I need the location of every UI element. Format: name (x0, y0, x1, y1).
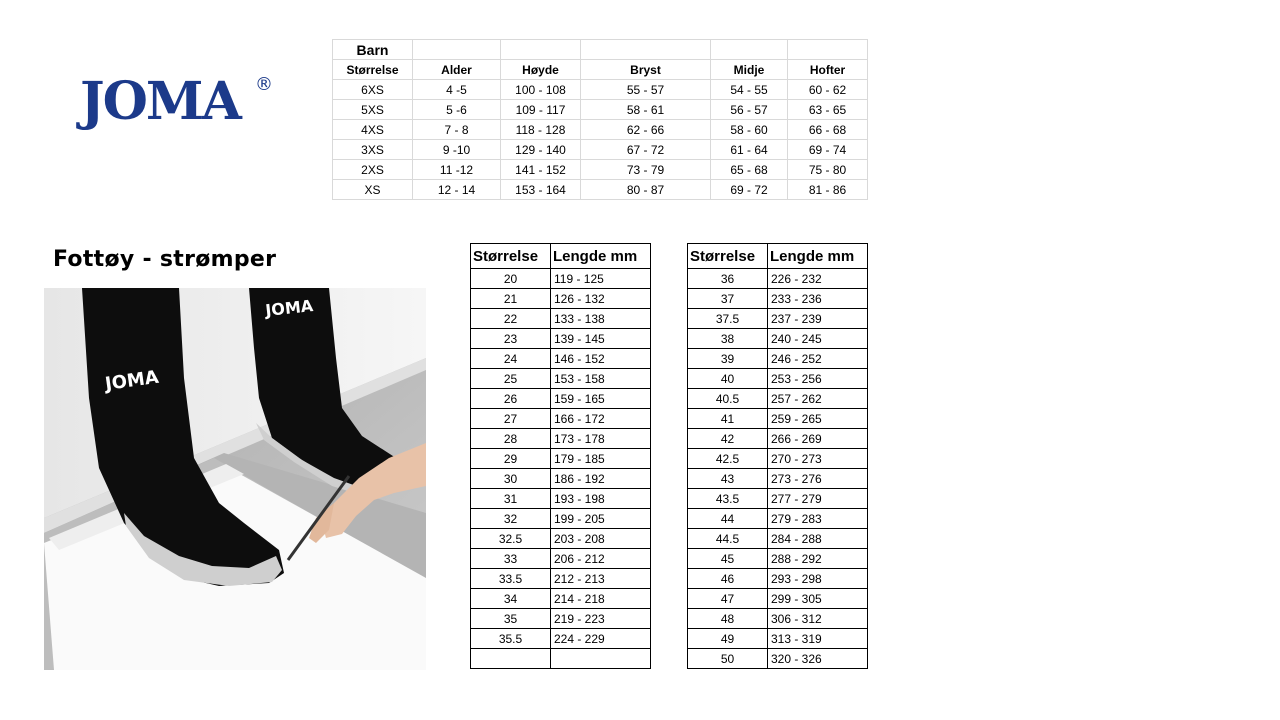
table-cell: 81 - 86 (788, 180, 868, 200)
size-cell: 37.5 (688, 309, 768, 329)
length-cell: 166 - 172 (551, 409, 651, 429)
size-cell: 33.5 (471, 569, 551, 589)
size-cell: 20 (471, 269, 551, 289)
table-row (471, 349, 651, 369)
length-cell: 219 - 223 (551, 609, 651, 629)
column-header: Lengde mm (768, 244, 868, 269)
column-header: Midje (711, 60, 788, 80)
table-row (688, 389, 868, 409)
empty-cell (501, 40, 581, 60)
length-cell: 133 - 138 (551, 309, 651, 329)
table-row (688, 289, 868, 309)
table-row (471, 289, 651, 309)
length-cell: 237 - 239 (768, 309, 868, 329)
table-row (688, 489, 868, 509)
length-cell: 277 - 279 (768, 489, 868, 509)
table-row (471, 529, 651, 549)
barn-size-table (332, 39, 868, 200)
table-cell: 109 - 117 (501, 100, 581, 120)
table-row (688, 329, 868, 349)
size-cell: 34 (471, 589, 551, 609)
registered-mark: ® (255, 74, 273, 95)
size-cell: 22 (471, 309, 551, 329)
length-cell: 214 - 218 (551, 589, 651, 609)
table-row (471, 309, 651, 329)
barn-title-row (333, 40, 868, 60)
section-title: Fottøy - strømper (53, 247, 277, 272)
size-cell: 47 (688, 589, 768, 609)
size-cell: 41 (688, 409, 768, 429)
barn-title: Barn (333, 40, 413, 60)
length-cell: 173 - 178 (551, 429, 651, 449)
length-cell: 284 - 288 (768, 529, 868, 549)
table-row (688, 509, 868, 529)
length-cell: 226 - 232 (768, 269, 868, 289)
length-cell: 233 - 236 (768, 289, 868, 309)
table-cell: 54 - 55 (711, 80, 788, 100)
column-header: Bryst (581, 60, 711, 80)
table-cell: 66 - 68 (788, 120, 868, 140)
column-header: Størrelse (471, 244, 551, 269)
column-header: Størrelse (333, 60, 413, 80)
table-cell: 80 - 87 (581, 180, 711, 200)
length-cell: 273 - 276 (768, 469, 868, 489)
table-cell: 5 -6 (413, 100, 501, 120)
column-header: Høyde (501, 60, 581, 80)
table-row (688, 349, 868, 369)
size-cell: 23 (471, 329, 551, 349)
table-row (688, 549, 868, 569)
length-cell: 246 - 252 (768, 349, 868, 369)
table-row (688, 569, 868, 589)
length-cell: 257 - 262 (768, 389, 868, 409)
length-cell: 270 - 273 (768, 449, 868, 469)
table-cell: 9 -10 (413, 140, 501, 160)
length-cell: 186 - 192 (551, 469, 651, 489)
size-cell: 25 (471, 369, 551, 389)
table-cell: 5XS (333, 100, 413, 120)
length-cell: 266 - 269 (768, 429, 868, 449)
column-header: Alder (413, 60, 501, 80)
empty-cell (581, 40, 711, 60)
table-cell: 58 - 60 (711, 120, 788, 140)
shoe-size-table-right (687, 243, 868, 669)
sock-brand-text-2: JOMA (264, 296, 315, 320)
size-cell: 40.5 (688, 389, 768, 409)
size-cell: 33 (471, 549, 551, 569)
column-header: Lengde mm (551, 244, 651, 269)
size-cell: 30 (471, 469, 551, 489)
size-cell: 32.5 (471, 529, 551, 549)
size-cell: 36 (688, 269, 768, 289)
table-row (333, 160, 868, 180)
length-cell: 279 - 283 (768, 509, 868, 529)
table-cell: 12 - 14 (413, 180, 501, 200)
table-row (333, 180, 868, 200)
size-cell: 45 (688, 549, 768, 569)
shoe-size-table-left (470, 243, 651, 669)
size-cell: 39 (688, 349, 768, 369)
table-cell: 141 - 152 (501, 160, 581, 180)
length-cell: 199 - 205 (551, 509, 651, 529)
table-row (471, 269, 651, 289)
table-row (471, 569, 651, 589)
empty-cell (711, 40, 788, 60)
size-cell (471, 649, 551, 669)
length-cell: 240 - 245 (768, 329, 868, 349)
table-cell: 6XS (333, 80, 413, 100)
table-row (333, 140, 868, 160)
length-cell: 139 - 145 (551, 329, 651, 349)
length-cell: 313 - 319 (768, 629, 868, 649)
table-row (333, 120, 868, 140)
table-row (471, 629, 651, 649)
size-cell: 38 (688, 329, 768, 349)
size-cell: 27 (471, 409, 551, 429)
table-cell: 58 - 61 (581, 100, 711, 120)
shoe-header-row (688, 244, 868, 269)
size-cell: 50 (688, 649, 768, 669)
table-cell: 55 - 57 (581, 80, 711, 100)
table-row (688, 409, 868, 429)
table-row (471, 549, 651, 569)
size-cell: 42.5 (688, 449, 768, 469)
table-row (688, 649, 868, 669)
table-cell: XS (333, 180, 413, 200)
table-cell: 4XS (333, 120, 413, 140)
length-cell: 119 - 125 (551, 269, 651, 289)
length-cell: 320 - 326 (768, 649, 868, 669)
table-cell: 65 - 68 (711, 160, 788, 180)
table-row (471, 389, 651, 409)
table-row (471, 369, 651, 389)
size-cell: 21 (471, 289, 551, 309)
table-row (688, 369, 868, 389)
table-cell: 75 - 80 (788, 160, 868, 180)
table-row (688, 309, 868, 329)
table-row (471, 589, 651, 609)
size-cell: 44.5 (688, 529, 768, 549)
length-cell: 179 - 185 (551, 449, 651, 469)
length-cell: 253 - 256 (768, 369, 868, 389)
table-cell: 4 -5 (413, 80, 501, 100)
length-cell: 153 - 158 (551, 369, 651, 389)
length-cell: 193 - 198 (551, 489, 651, 509)
table-row (333, 80, 868, 100)
column-header: Størrelse (688, 244, 768, 269)
table-cell: 69 - 72 (711, 180, 788, 200)
table-row (688, 589, 868, 609)
length-cell: 159 - 165 (551, 389, 651, 409)
length-cell: 293 - 298 (768, 569, 868, 589)
size-cell: 31 (471, 489, 551, 509)
size-cell: 48 (688, 609, 768, 629)
table-row (688, 609, 868, 629)
size-cell: 35.5 (471, 629, 551, 649)
table-cell: 73 - 79 (581, 160, 711, 180)
size-cell: 37 (688, 289, 768, 309)
table-row (471, 409, 651, 429)
table-cell: 67 - 72 (581, 140, 711, 160)
table-cell: 61 - 64 (711, 140, 788, 160)
barn-header-row (333, 60, 868, 80)
size-cell: 46 (688, 569, 768, 589)
table-cell: 153 - 164 (501, 180, 581, 200)
table-row (688, 429, 868, 449)
length-cell: 224 - 229 (551, 629, 651, 649)
length-cell: 206 - 212 (551, 549, 651, 569)
length-cell: 306 - 312 (768, 609, 868, 629)
table-row (471, 489, 651, 509)
table-row (688, 529, 868, 549)
table-row (471, 609, 651, 629)
table-cell: 63 - 65 (788, 100, 868, 120)
shoe-header-row (471, 244, 651, 269)
length-cell: 212 - 213 (551, 569, 651, 589)
length-cell: 203 - 208 (551, 529, 651, 549)
empty-cell (413, 40, 501, 60)
table-cell: 7 - 8 (413, 120, 501, 140)
size-cell: 44 (688, 509, 768, 529)
size-cell: 28 (471, 429, 551, 449)
table-row (471, 429, 651, 449)
length-cell (551, 649, 651, 669)
table-row (471, 329, 651, 349)
table-cell: 118 - 128 (501, 120, 581, 140)
table-row (471, 469, 651, 489)
table-cell: 69 - 74 (788, 140, 868, 160)
column-header: Hofter (788, 60, 868, 80)
size-cell: 26 (471, 389, 551, 409)
table-row (471, 509, 651, 529)
table-row (688, 469, 868, 489)
length-cell: 126 - 132 (551, 289, 651, 309)
size-cell: 43 (688, 469, 768, 489)
size-cell: 49 (688, 629, 768, 649)
table-cell: 60 - 62 (788, 80, 868, 100)
table-cell: 100 - 108 (501, 80, 581, 100)
table-row (688, 629, 868, 649)
table-cell: 11 -12 (413, 160, 501, 180)
length-cell: 146 - 152 (551, 349, 651, 369)
table-row (471, 449, 651, 469)
sock-measuring-photo (44, 288, 426, 670)
table-cell: 3XS (333, 140, 413, 160)
logo-text: JOMA (80, 71, 240, 132)
size-cell: 24 (471, 349, 551, 369)
sock-brand-text-1: JOMA (103, 366, 161, 395)
table-row (688, 449, 868, 469)
table-cell: 129 - 140 (501, 140, 581, 160)
joma-logo (80, 72, 280, 132)
table-row (471, 649, 651, 669)
table-cell: 2XS (333, 160, 413, 180)
table-row (688, 269, 868, 289)
length-cell: 299 - 305 (768, 589, 868, 609)
length-cell: 259 - 265 (768, 409, 868, 429)
size-cell: 32 (471, 509, 551, 529)
size-cell: 40 (688, 369, 768, 389)
table-row (333, 100, 868, 120)
size-cell: 35 (471, 609, 551, 629)
empty-cell (788, 40, 868, 60)
size-cell: 43.5 (688, 489, 768, 509)
table-cell: 56 - 57 (711, 100, 788, 120)
length-cell: 288 - 292 (768, 549, 868, 569)
size-cell: 42 (688, 429, 768, 449)
size-cell: 29 (471, 449, 551, 469)
table-cell: 62 - 66 (581, 120, 711, 140)
